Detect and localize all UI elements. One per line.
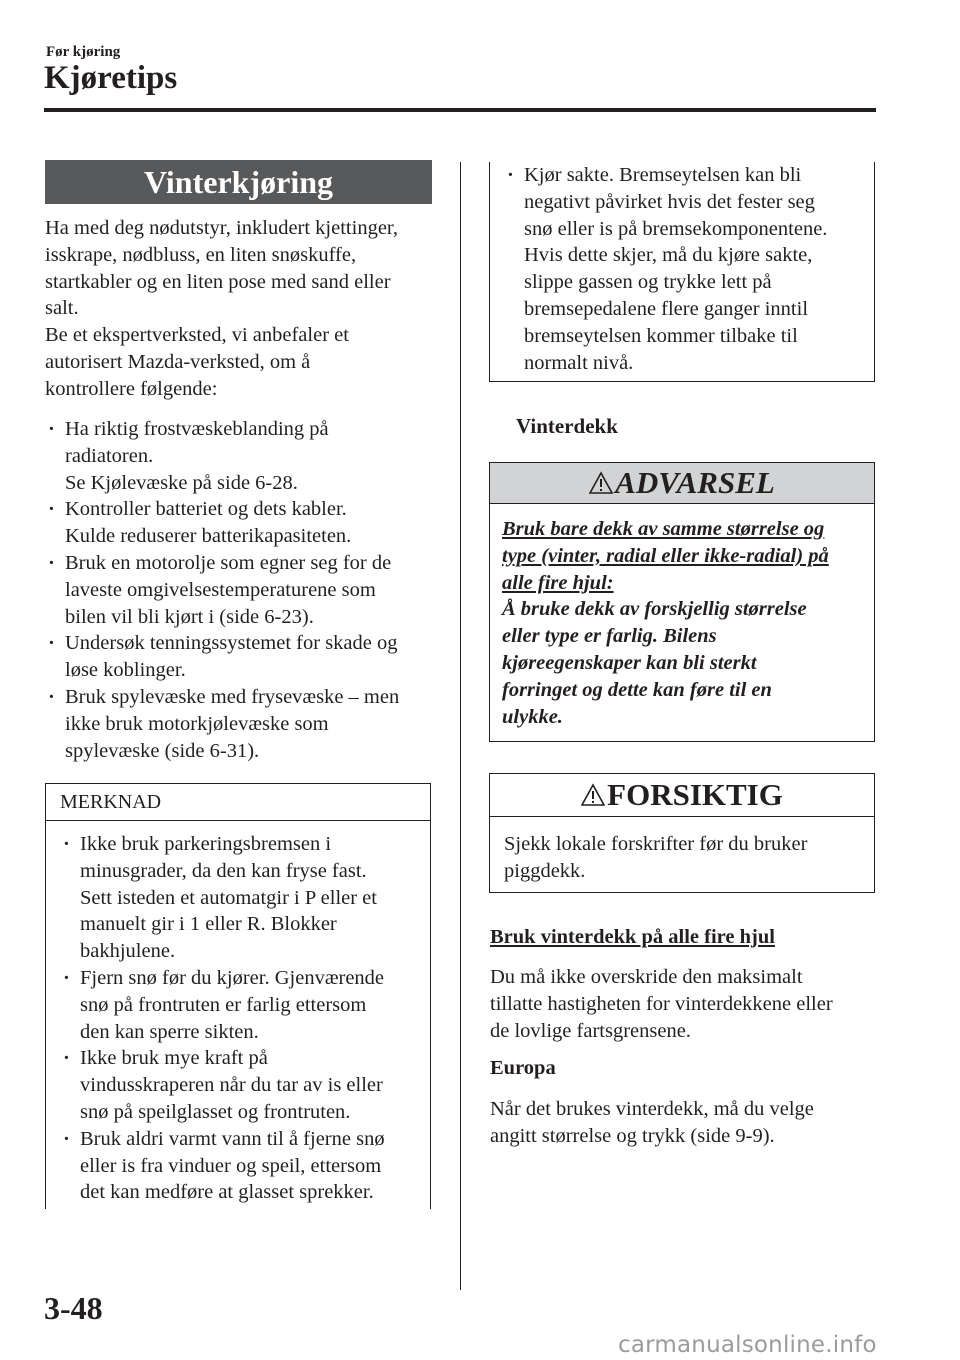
list-item xyxy=(504,162,862,376)
speed-paragraph xyxy=(490,964,875,1044)
list-item-line: · Undersøk tenningssystemet for skade og xyxy=(65,632,398,655)
list-item xyxy=(60,965,418,1045)
caution-header xyxy=(490,774,874,817)
caution-box xyxy=(489,773,875,893)
paragraph-line: de lovlige fartsgrensene. xyxy=(490,1019,691,1042)
note-box xyxy=(45,783,431,1209)
intro-line: autorisert Mazda-verksted, om å xyxy=(45,350,311,373)
list-item-line: snø på frontruten er farlig ettersom xyxy=(80,993,367,1016)
note-list xyxy=(60,831,418,1206)
intro-line: Ha med deg nødutstyr, inkludert kjettinger, xyxy=(45,217,399,239)
paragraph-line: Du må ikke overskride den maksimalt xyxy=(490,966,803,988)
list-item-line: ikke bruk motorkjølevæske som xyxy=(65,712,329,735)
warning-line: kjøreegenskaper kan bli sterkt xyxy=(502,651,757,674)
list-item xyxy=(45,684,440,764)
warning-body xyxy=(490,504,874,730)
paragraph-line: Når det brukes vinterdekk, må du velge xyxy=(490,1098,814,1120)
warning-line: ulykke. xyxy=(502,705,563,728)
list-item-line: snø eller is på bremsekomponentene. xyxy=(524,217,828,240)
intro-line: Be et ekspertverksted, vi anbefaler et xyxy=(45,324,349,347)
intro-paragraph xyxy=(45,215,440,403)
list-item-line: bremsepedalene flere ganger inntil xyxy=(524,297,809,320)
warning-line: type (vinter, radial eller ikke-radial) på xyxy=(502,544,829,567)
list-item-line: Sett isteden et automatgir i P eller et xyxy=(80,886,377,909)
list-item-line: laveste omgivelsestemperaturene som xyxy=(65,578,376,601)
intro-line: startkabler og en liten pose med sand eller xyxy=(45,270,391,293)
list-item xyxy=(60,1126,418,1206)
intro-line: salt. xyxy=(45,297,79,320)
list-item xyxy=(45,496,440,550)
section-label: Før kjøring xyxy=(46,44,121,60)
list-item-line: Se Kjølevæske på side 6-28. xyxy=(65,471,298,494)
list-item-line: spylevæske (side 6-31). xyxy=(65,739,260,762)
list-item xyxy=(45,550,440,630)
warning-line: alle fire hjul: xyxy=(502,571,614,594)
warning-box xyxy=(489,462,875,742)
caution-body xyxy=(490,817,874,885)
caution-line: Sjekk lokale forskrifter før du bruker xyxy=(504,833,808,855)
list-item-line: slippe gassen og trykke lett på xyxy=(524,271,772,294)
caution-triangle-icon xyxy=(581,783,605,807)
list-item-line: · Kontroller batteriet og dets kabler. xyxy=(65,498,347,521)
list-item-line: eller is fra vinduer og speil, ettersom xyxy=(80,1154,382,1177)
subheading-winter-tires: Vinterdekk xyxy=(516,414,618,438)
list-item-line: løse koblinger. xyxy=(65,659,186,682)
column-divider xyxy=(460,162,461,1290)
list-item-line: den kan sperre sikten. xyxy=(80,1020,259,1043)
warning-triangle-icon xyxy=(589,471,613,495)
note-body xyxy=(45,821,431,1209)
note-title: MERKNAD xyxy=(45,783,431,821)
list-item-line: Hvis dette skjer, må du kjøre sakte, xyxy=(524,244,813,267)
continued-note-box xyxy=(489,162,875,382)
warning-header xyxy=(490,463,874,504)
watermark: carmanualsonline.info xyxy=(618,1332,877,1358)
paragraph-line: angitt størrelse og trykk (side 9-9). xyxy=(490,1124,775,1147)
list-item-line: normalt nivå. xyxy=(524,351,634,374)
list-item-line: · Kjør sakte. Bremseytelsen kan bli xyxy=(524,164,802,186)
europe-paragraph xyxy=(490,1096,875,1150)
warning-line: eller type er farlig. Bilens xyxy=(502,625,717,648)
list-item-line: radiatoren. xyxy=(65,444,154,467)
list-item-line: · Ikke bruk parkeringsbremsen i xyxy=(80,833,332,855)
paragraph-line: tillatte hastigheten for vinterdekkene eller xyxy=(490,992,833,1015)
intro-line: isskrape, nødbluss, en liten snøskuffe, xyxy=(45,243,357,266)
list-item-line: · Fjern snø før du kjører. Gjenværende xyxy=(80,966,385,989)
warning-line: Å bruke dekk av forskjellig størrelse xyxy=(502,598,807,621)
caution-title: FORSIKTIG xyxy=(607,777,783,812)
list-item-line: bakhjulene. xyxy=(80,940,176,963)
list-item-line: vindusskraperen når du tar av is eller xyxy=(80,1074,383,1097)
intro-line: kontrollere følgende: xyxy=(45,377,218,400)
heading-all-wheels: Bruk vinterdekk på alle fire hjul xyxy=(490,926,775,948)
list-item xyxy=(45,630,440,684)
region-heading: Europa xyxy=(490,1057,556,1079)
section-banner: Vinterkjøring xyxy=(45,160,432,204)
list-item-line: manuelt gir i 1 eller R. Blokker xyxy=(80,913,337,936)
list-item-line: Kulde reduserer batterikapasiteten. xyxy=(65,525,352,548)
list-item-line: bilen vil bli kjørt i (side 6-23). xyxy=(65,605,314,628)
list-item xyxy=(60,1045,418,1125)
list-item-line: · Bruk spylevæske med frysevæske – men xyxy=(65,685,400,708)
page-title: Kjøretips xyxy=(44,60,178,96)
list-item-line: bremseytelsen kommer tilbake til xyxy=(524,324,798,347)
warning-line: forringet og dette kan føre til en xyxy=(502,678,772,701)
continued-list xyxy=(504,162,862,376)
list-item-line: det kan medføre at glasset sprekker. xyxy=(80,1181,374,1204)
list-item xyxy=(60,831,418,965)
caution-line: piggdekk. xyxy=(504,859,586,882)
list-item-line: snø på speilglasset og frontruten. xyxy=(80,1100,351,1123)
header-rule xyxy=(44,108,876,112)
list-item-line: negativt påvirket hvis det fester seg xyxy=(524,190,815,213)
list-item-line: · Bruk en motorolje som egner seg for de xyxy=(65,551,392,574)
list-item-line: · Bruk aldri varmt vann til å fjerne snø xyxy=(80,1127,385,1150)
list-item xyxy=(45,416,440,496)
page-number: 3-48 xyxy=(44,1290,103,1326)
check-list xyxy=(45,416,440,764)
warning-title: ADVARSEL xyxy=(615,465,775,500)
list-item-line: · Ha riktig frostvæskeblanding på xyxy=(65,418,329,440)
warning-line: Bruk bare dekk av samme størrelse og xyxy=(502,518,825,540)
list-item-line: minusgrader, da den kan fryse fast. xyxy=(80,859,367,882)
list-item-line: · Ikke bruk mye kraft på xyxy=(80,1047,268,1070)
